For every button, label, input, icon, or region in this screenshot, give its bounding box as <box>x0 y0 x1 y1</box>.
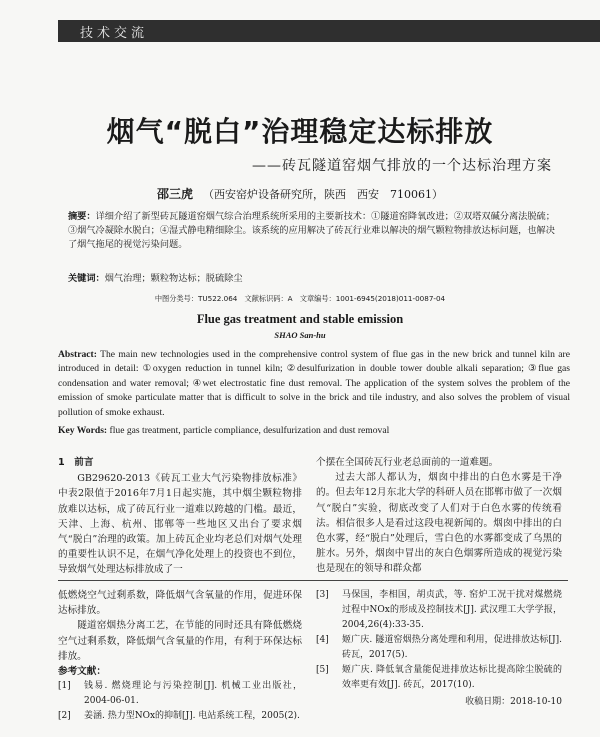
reference-text: 钱易. 燃烧理论与污染控制[J]. 机械工业出版社，2004-06-01. <box>84 681 302 707</box>
reference-text: 马保国，李相国，胡贞武，等. 窑炉工况干扰对煤燃烧过程中NOx的形成及控制技术[J]. 武汉理工大学学报，2004,26(4):33-35. <box>342 590 562 630</box>
received-date: 收稿日期：2018-10-10 <box>465 697 562 707</box>
abstract-cn-text: 详细介绍了新型砖瓦隧道窑烟气综合治理系统所采用的主要新技术：①隧道窑降氧改进；②双塔双碱分离法脱硫；③烟气冷凝除水脱白；④湿式静电精细除尘。该系统的应用解决了砖瓦行业难以解决的烟气颗粒物排放达标问题，也解决了烟气拖尾的视觉污染问题。 <box>68 211 555 250</box>
abstract-en <box>58 348 570 420</box>
classification-info: 中图分类号：TU522.064 文献标识码：A 文章编号：1001-6945(2018)011-0087-04 <box>154 294 446 303</box>
abstract-en-label: Abstract: <box>58 349 97 360</box>
section-heading: 1 前言 <box>58 457 94 468</box>
reference-item <box>316 663 562 693</box>
references-heading: 参考文献： <box>58 666 106 678</box>
body-left-column <box>58 455 302 578</box>
keywords-cn-text: 烟气治理；颗粒物达标；脱硫除尘 <box>104 273 243 284</box>
reference-number: [4] <box>316 635 329 645</box>
author-line <box>0 185 600 202</box>
abstract-en-text: The main new technologies used in the comprehensive control system of flue gas in the new brick and tunnel kiln are introduced in detail: ①oxygen reduction in tunnel kiln; ②desulfurization in double tower double alkali separation; ③flue gas condensation and water removal; ④wet electrostatic fine dust removal. The application of the system solves the problem of the emission of smoke particulate matter that is difficult to solve in the brick and tile industry, and also solves the problem of visual pollution of smoke exhaust. <box>58 349 570 418</box>
keywords-cn <box>68 270 558 284</box>
reference-item <box>316 633 562 663</box>
page-divider <box>58 580 568 581</box>
reference-text: 姜涵. 热力型NOx的抑制[J]. 电站系统工程，2005(2). <box>84 711 300 722</box>
article-subtitle: ——砖瓦隧道窑烟气排放的一个达标治理方案 <box>252 158 552 174</box>
body-paragraph: 个摆在全国砖瓦行业老总面前的一道难题。 <box>316 457 499 468</box>
reference-item <box>58 709 302 724</box>
abstract-cn-label: 摘要： <box>68 211 96 222</box>
reference-text: 姬广庆. 降低氧含量能促进排放达标比提高除尘脱硫的效率更有效[J]. 砖瓦，2017(10). <box>342 665 562 690</box>
author-affiliation: （西安窑炉设备研究所，陕西 西安 710061） <box>203 188 443 201</box>
reference-number: [1] <box>58 681 71 692</box>
reference-number: [3] <box>316 590 329 600</box>
reference-number: [5] <box>316 665 329 675</box>
reference-item <box>316 588 562 633</box>
keywords-en-text: flue gas treatment, particle compliance, desulfurization and dust removal <box>109 425 390 436</box>
keywords-en-label: Key Words: <box>58 425 108 436</box>
keywords-cn-label: 关键词： <box>68 273 105 284</box>
body-right-column <box>316 455 562 577</box>
keywords-en <box>58 425 570 436</box>
section-label: 技术交流 <box>80 26 149 41</box>
body-paragraph: 过去大部人都认为，烟囱中排出的白色水雾是干净的。但去年12月东北大学的科研人员在邯郸市做了一次烟气“脱白”实验，彻底改变了人们对于白色水雾的传统看法。相信很多人是看过这段电视新闻的。烟囱中排出的白色水雾，经“脱白”处理后，雪白色的水雾都变成了乌黑的脏水。另外，烟囱中冒出的灰白色烟雾所造成的视觉污染也是现在的领导和群众都 <box>316 472 562 575</box>
section-bar <box>58 20 600 42</box>
reference-text: 姬广庆. 隧道窑烟热分离处理和利用，促进排放达标[J]. 砖瓦，2017(5). <box>342 635 562 660</box>
body-paragraph: 隧道窑烟热分离工艺，在节能的同时还具有降低燃烧空气过剩系数，降低烟气含氧量的作用，有利于环保达标排放。 <box>58 620 302 662</box>
reference-number: [2] <box>58 711 71 722</box>
article-title: 烟气“脱白”治理稳定达标排放 <box>106 115 494 148</box>
body-paragraph: GB29620-2013《砖瓦工业大气污染物排放标准》中表2限值于2016年7月1日起实施，其中烟尘颗粒物排放难以达标，成了砖瓦行业一道难以跨越的门槛。最近，天津、上海、杭州、邯郸等一些地区又出台了要求烟气“脱白”治理的政策。加上砖瓦企业均老总们对烟气处理的重要性认识不足，在烟气净化处理上的投资也不到位，导致烟气处理达标排放成了一 <box>58 473 302 576</box>
reference-item <box>58 679 302 709</box>
english-title: Flue gas treatment and stable emission <box>196 312 404 326</box>
author-name: 邵三虎 <box>156 187 193 201</box>
lower-right-column <box>316 588 562 710</box>
lower-left-column <box>58 588 302 724</box>
body-paragraph: 低燃烧空气过剩系数，降低烟气含氧量的作用，促进环保达标排放。 <box>58 590 302 617</box>
abstract-cn <box>68 210 558 252</box>
english-author: SHAO San-hu <box>274 330 326 340</box>
